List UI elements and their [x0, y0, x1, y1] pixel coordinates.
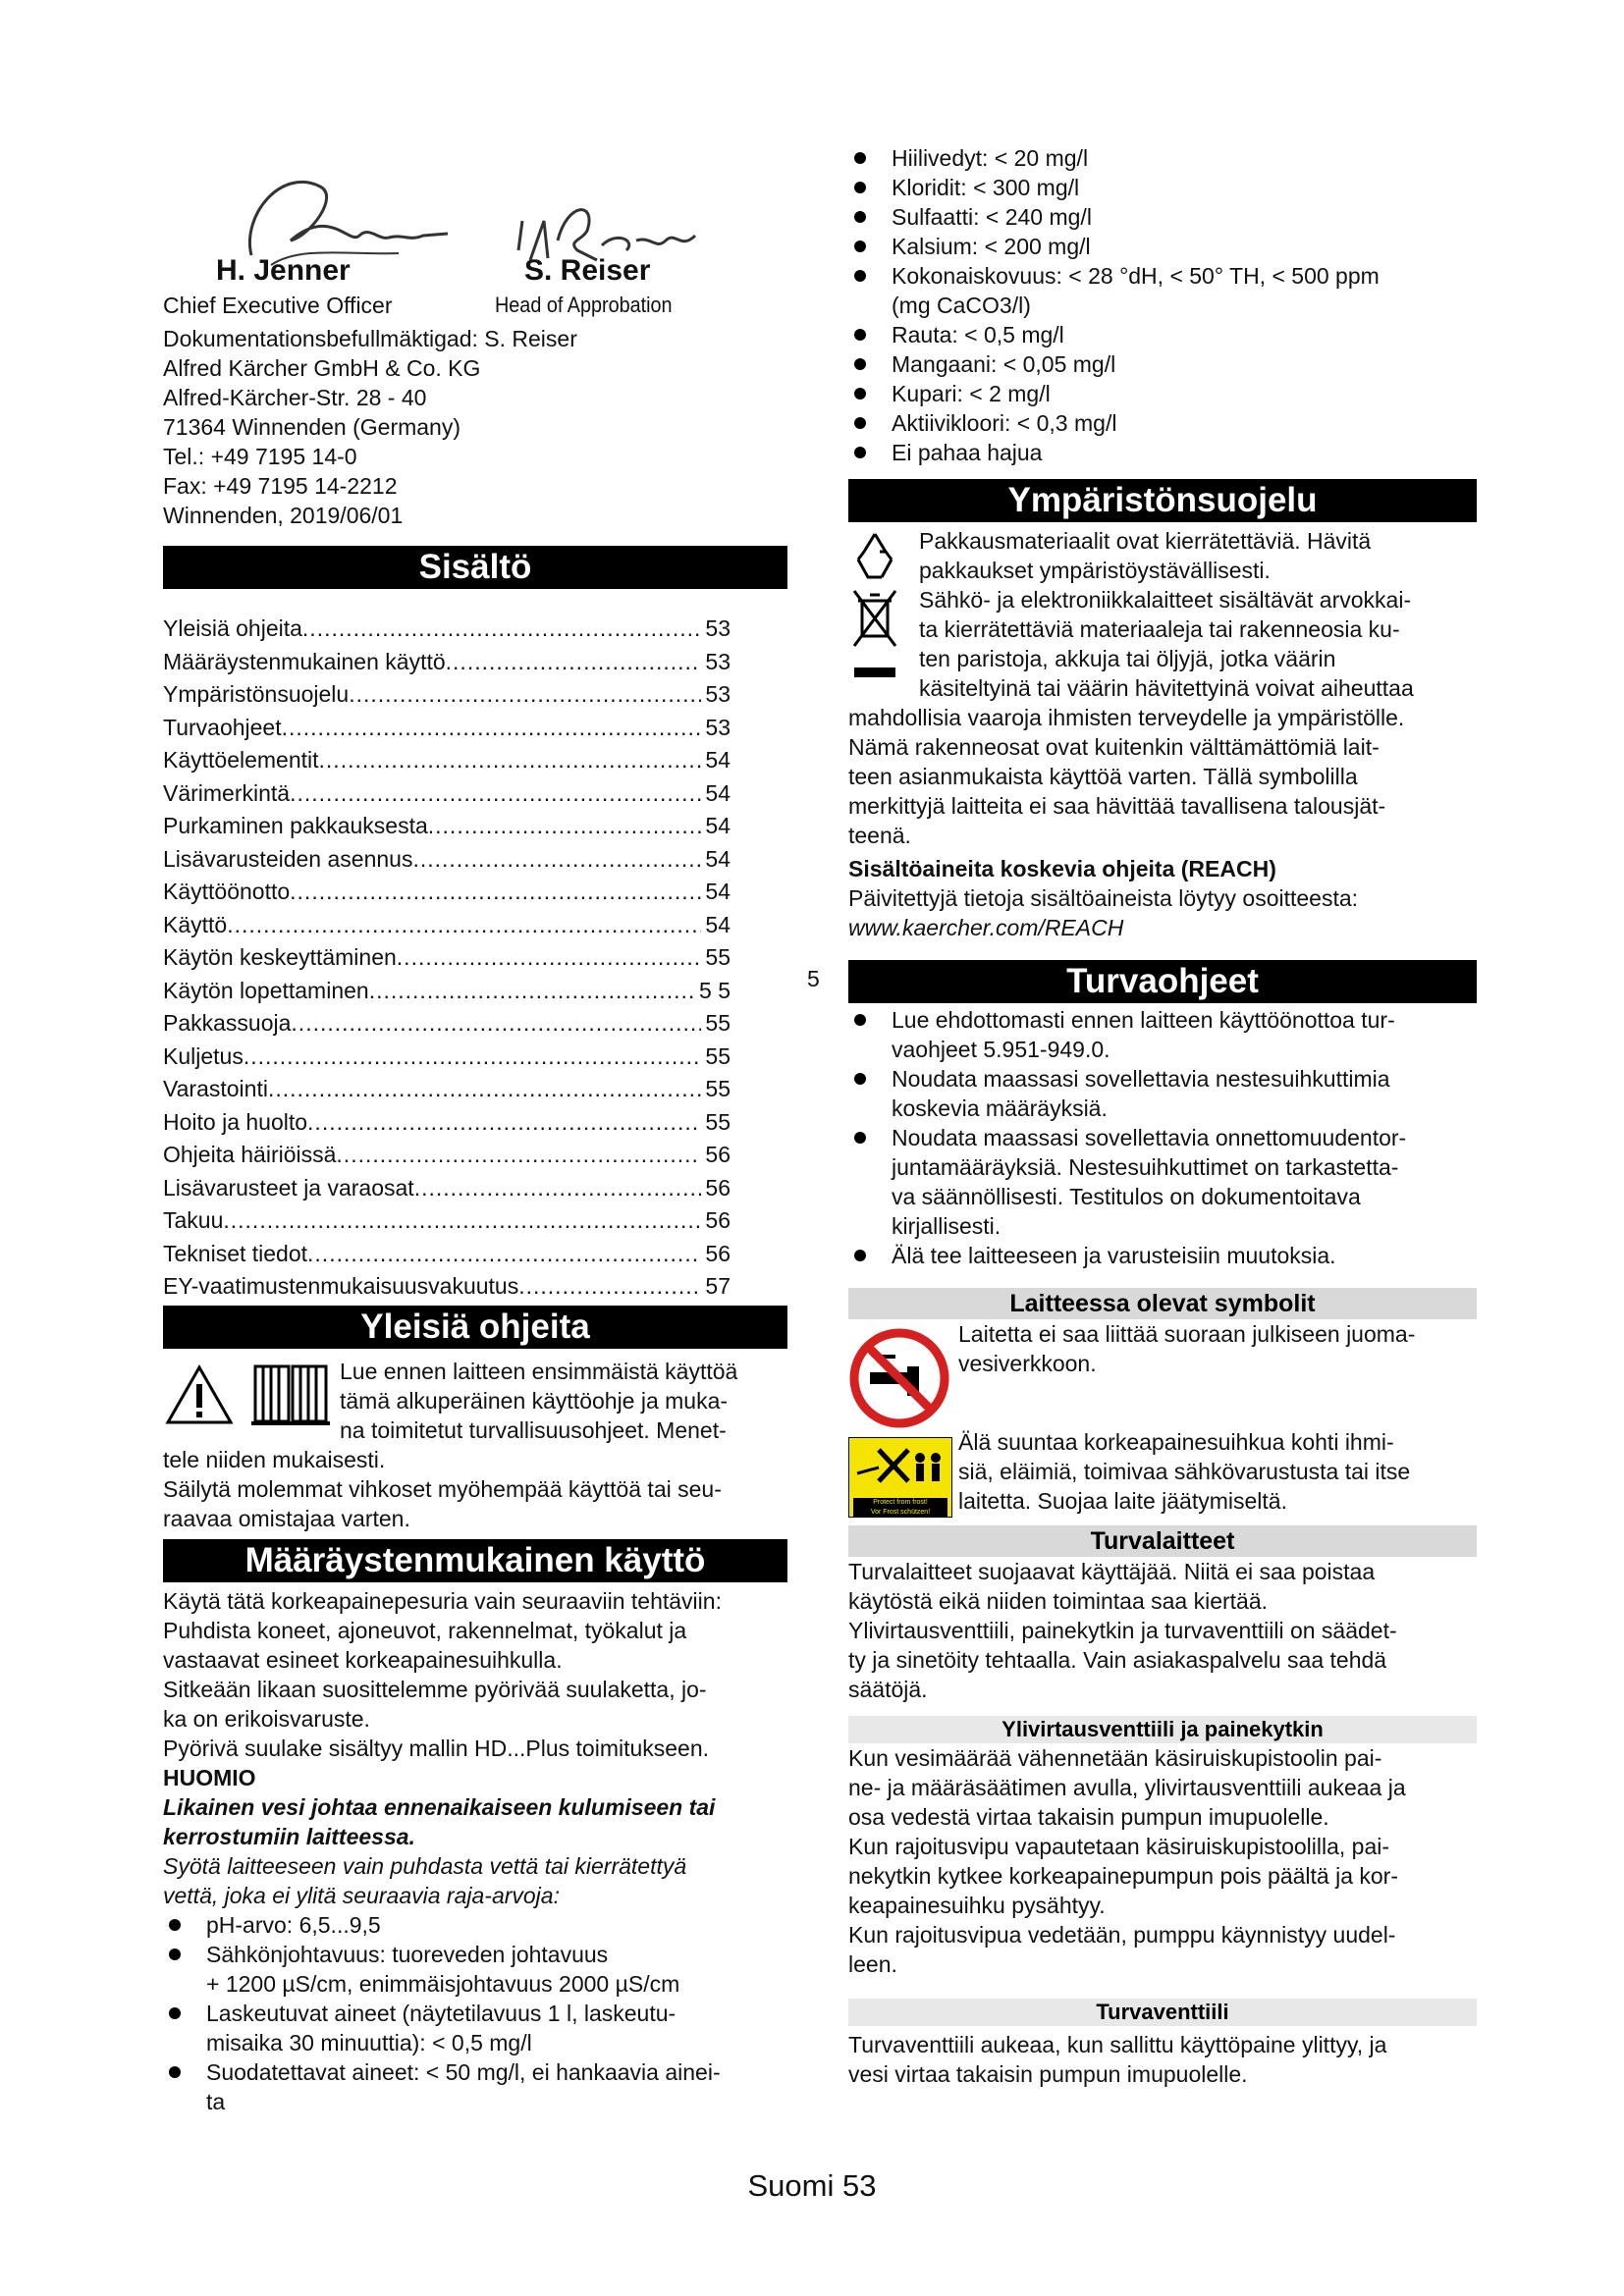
no-spray-warning-label: [848, 1437, 952, 1518]
body-line: merkittyjä laitteita ei saa hävittää tavallisena talousjät-: [848, 793, 1386, 819]
yleisia-line: tele niiden mukaisesti.: [163, 1447, 386, 1472]
toc-row[interactable]: [163, 1139, 731, 1172]
toc-page-number: 56: [705, 1240, 731, 1266]
toc-page-number: 53: [705, 615, 731, 641]
toc-title: Purkaminen pakkauksesta: [163, 813, 428, 838]
symbolit-section: [848, 1288, 1477, 1520]
body-line: nekytkin kytkee korkeapainepumpun pois päältä ja kor-: [848, 1863, 1398, 1889]
body-line: Kun vesimäärää vähennetään käsiruiskupistoolin pai-: [848, 1745, 1382, 1771]
yleisia-line: tämä alkuperäinen käyttöohje ja muka-: [340, 1388, 729, 1414]
address-line: Winnenden, 2019/06/01: [163, 503, 404, 528]
toc-leader-dots: [319, 744, 702, 777]
list-item: Sähkönjohtavuus: tuoreveden johtavuus + 1200 µS/cm, enimmäisjohtavuus 2000 µS/cm: [163, 1940, 787, 1999]
toc-leader-dots: [244, 1041, 702, 1074]
toc-row[interactable]: [163, 678, 731, 712]
toc-leader-dots: [268, 1073, 701, 1106]
body-line: vastaavat esineet korkeapainesuihkulla.: [163, 1647, 563, 1673]
signature-left-title: Chief Executive Officer: [163, 293, 393, 318]
list-item: Ei pahaa hajua: [848, 438, 1477, 467]
toc-leader-dots: [336, 1139, 701, 1172]
list-item: Suodatettavat aineet: < 50 mg/l, ei hankaavia ainei- ta: [163, 2057, 787, 2116]
body-line: Ylivirtausventtiili, painekytkin ja turvaventtiili on säädet-: [848, 1618, 1397, 1643]
notice-bold-line: Likainen vesi johtaa ennenaikaiseen kulumiseen tai: [163, 1794, 716, 1820]
toc-title: Yleisiä ohjeita: [163, 615, 302, 641]
toc-leader-dots: [282, 712, 702, 745]
toc-page-number: 53: [705, 648, 731, 674]
body-line: Älä suuntaa korkeapainesuihkua kohti ihmi-: [958, 1429, 1394, 1455]
body-line: teen asianmukaista käyttöä varten. Tällä symbolilla: [848, 764, 1358, 789]
address-line: Fax: +49 7195 14-2212: [163, 473, 398, 499]
reach-heading: Sisältöaineita koskevia ohjeita (REACH): [848, 856, 1276, 881]
ylivirtaus-heading: Ylivirtausventtiili ja painekytkin: [848, 1716, 1477, 1743]
toc-title: Ympäristönsuojelu: [163, 681, 350, 707]
list-item: Laskeutuvat aineet (näytetilavuus 1 l, laskeutu- misaika 30 minuuttia): < 0,5 mg/l: [163, 1999, 787, 2057]
toc-row[interactable]: [163, 843, 731, 877]
toc-row[interactable]: [163, 909, 731, 942]
toc-page-number: 54: [705, 747, 731, 773]
page-footer: [0, 2167, 1624, 2205]
list-item: Aktiivikloori: < 0,3 mg/l: [848, 408, 1477, 438]
toc-leader-dots: [412, 843, 701, 877]
turvaohjeet-section: [848, 960, 1477, 1270]
body-line: keapainesuihku pysähtyy.: [848, 1893, 1106, 1918]
toc-leader-dots: [428, 810, 702, 843]
toc-page-number: 55: [705, 1108, 731, 1135]
notice-label: HUOMIO: [163, 1765, 256, 1790]
body-line: Päivitettyjä tietoja sisältöaineista löytyy osoitteesta:: [848, 885, 1359, 911]
toc-title: Pakkassuoja: [163, 1010, 292, 1036]
body-line: ty ja sinetöity tehtaalla. Vain asiakaspalvelu saa tehdä: [848, 1647, 1387, 1673]
list-item: Kalsium: < 200 mg/l: [848, 232, 1477, 261]
ymparisto-section: [848, 479, 1477, 942]
safety-list: [848, 1005, 1477, 1270]
turvaventtiili-heading: Turvaventtiili: [848, 1999, 1477, 2026]
toc-row[interactable]: [163, 777, 731, 811]
toc-title: Käyttöönotto: [163, 879, 291, 904]
symbolit-heading: Laitteessa olevat symbolit: [848, 1288, 1477, 1319]
body-line: pakkaukset ympäristöystävällisesti.: [919, 558, 1271, 583]
body-line: Puhdista koneet, ajoneuvot, rakennelmat, työkalut ja: [163, 1618, 687, 1643]
toc-leader-dots: [446, 646, 702, 679]
body-line: ne- ja määräsäätimen avulla, ylivirtausventtiili aukeaa ja: [848, 1775, 1406, 1800]
body-line: Kun rajoitusvipua vedetään, pumppu käynnistyy uudel-: [848, 1922, 1396, 1948]
toc-title: Käytön lopettaminen: [163, 977, 369, 1003]
body-line: Turvalaitteet suojaavat käyttäjää. Niitä ei saa poistaa: [848, 1559, 1376, 1584]
list-item: Hiilivedyt: < 20 mg/l: [848, 143, 1477, 173]
toc-page-number: 55: [705, 944, 731, 970]
body-line: Laitetta ei saa liittää suoraan julkiseen juoma-: [958, 1321, 1416, 1347]
list-item: Sulfaatti: < 240 mg/l: [848, 202, 1477, 232]
yleisia-line: Säilytä molemmat vihkoset myöhempää käyttöä tai seu-: [163, 1476, 722, 1502]
yleisia-line: Lue ennen laitteen ensimmäistä käyttöä: [340, 1359, 738, 1384]
body-line: Pyörivä suulake sisältyy mallin HD...Plus toimitukseen.: [163, 1735, 710, 1761]
reach-url[interactable]: www.kaercher.com/REACH: [848, 915, 1124, 940]
body-line: leen.: [848, 1951, 897, 1977]
toc-row[interactable]: [163, 613, 731, 646]
toc-title: Tekniset tiedot: [163, 1240, 308, 1266]
list-item: Kupari: < 2 mg/l: [848, 379, 1477, 408]
toc-page-number: 55: [705, 1042, 731, 1069]
toc-leader-dots: [397, 941, 702, 975]
toc-page-number: 54: [705, 845, 731, 872]
toc-page-number: 53: [705, 681, 731, 707]
toc-title: Lisävarusteet ja varaosat: [163, 1174, 414, 1201]
toc-title: Varastointi: [163, 1076, 268, 1101]
toc-leader-dots: [290, 777, 701, 811]
body-line: Nämä rakenneosat ovat kuitenkin välttämättömiä lait-: [848, 734, 1380, 760]
toc-title: Lisävarusteiden asennus: [163, 845, 413, 872]
toc-title: Ohjeita häiriöissä: [163, 1142, 337, 1167]
yleisia-line: raavaa omistajaa varten.: [163, 1506, 410, 1531]
body-line: vesi virtaa takaisin pumpun imupuolelle.: [848, 2061, 1248, 2087]
toc-title: Turvaohjeet: [163, 714, 282, 740]
signature-right-title: Head of Approbation: [495, 293, 673, 317]
water-limits-list: [163, 1910, 787, 2116]
toc-leader-dots: [414, 1172, 702, 1205]
toc-leader-dots: [223, 1204, 701, 1238]
footer-language: Suomi: [747, 2168, 835, 2203]
toc-title: Käyttöelementit: [163, 747, 319, 773]
toc-leader-dots: [307, 1106, 701, 1140]
toc-row[interactable]: [163, 876, 731, 909]
list-item: Lue ehdottomasti ennen laitteen käyttöönottoa tur- vaohjeet 5.951-949.0.: [848, 1005, 1477, 1064]
turvalaitteet-heading: Turvalaitteet: [848, 1525, 1477, 1557]
notice-bold-line: kerrostumiin laitteessa.: [163, 1824, 415, 1849]
list-item: Rauta: < 0,5 mg/l: [848, 320, 1477, 349]
list-item: Mangaani: < 0,05 mg/l: [848, 349, 1477, 379]
list-item: pH-arvo: 6,5...9,5: [163, 1910, 787, 1940]
address-line: Tel.: +49 7195 14-0: [163, 444, 357, 469]
toc-row[interactable]: [163, 1073, 731, 1106]
toc-page-number: 57: [705, 1273, 731, 1299]
body-line: säätöjä.: [848, 1677, 928, 1702]
maaraystenmukainen-heading: Määräystenmukainen käyttö: [163, 1539, 787, 1582]
toc-heading: Sisältö: [163, 546, 787, 589]
address-line: Alfred Kärcher GmbH & Co. KG: [163, 355, 481, 381]
toc-page-number: 55: [705, 1076, 731, 1101]
toc-title: Määräystenmukainen käyttö: [163, 648, 446, 674]
yleisia-section: [163, 1306, 787, 1533]
frost-label-bottom: Vor Frost schützen!: [853, 1508, 947, 1518]
toc-row[interactable]: [163, 1172, 731, 1205]
toc-row[interactable]: [163, 712, 731, 745]
toc-leader-dots: [307, 1238, 701, 1271]
warning-icon: [165, 1364, 234, 1425]
body-line: vesiverkkoon.: [958, 1351, 1097, 1376]
body-line: ta kierrätettäviä materiaaleja tai rakenneosia ku-: [919, 616, 1400, 642]
toc-row[interactable]: [163, 1041, 731, 1074]
toc-row[interactable]: [163, 744, 731, 777]
toc-leader-dots: [349, 678, 701, 712]
toc-leader-dots: [518, 1270, 701, 1304]
toc-page-number: 56: [705, 1174, 731, 1201]
notice-italic-line: vettä, joka ei ylitä seuraavia raja-arvoja:: [163, 1883, 560, 1908]
no-spray-icon: [849, 1438, 951, 1493]
toc-row[interactable]: [163, 1106, 731, 1140]
toc-title: Kuljetus: [163, 1042, 244, 1069]
address-block: [163, 324, 787, 530]
toc-row[interactable]: [163, 810, 731, 843]
body-line: Sitkeään likaan suosittelemme pyörivää suulaketta, jo-: [163, 1677, 707, 1702]
ylivirtaus-section: [848, 1716, 1477, 1979]
yleisia-line: na toimitetut turvallisuusohjeet. Menet-: [340, 1417, 727, 1443]
toc-title: Käytön keskeyttäminen: [163, 944, 397, 970]
toc-section: [163, 546, 787, 1304]
toc-title: EY-vaatimustenmukaisuusvakuutus: [163, 1273, 519, 1299]
stray-mark: 5: [807, 966, 820, 991]
no-drinking-water-connection-icon: [848, 1327, 950, 1429]
toc-page-number: 53: [705, 714, 731, 740]
toc-leader-dots: [290, 876, 701, 909]
list-item: Kokonaiskovuus: < 28 °dH, < 50° TH, < 500 ppm (mg CaCO3/l): [848, 261, 1477, 320]
toc-title: Hoito ja huolto: [163, 1108, 308, 1135]
toc-page-number: 54: [705, 813, 731, 838]
body-line: Sähkö- ja elektroniikkalaitteet sisältävät arvokkai-: [919, 587, 1412, 613]
maaraystenmukainen-section: [163, 1539, 787, 2116]
address-line: Dokumentationsbefullmäktigad: S. Reiser: [163, 326, 577, 351]
turvalaitteet-section: [848, 1525, 1477, 1704]
body-line: osa vedestä virtaa takaisin pumpun imupuolelle.: [848, 1804, 1329, 1830]
toc-leader-dots: [227, 909, 701, 942]
toc-page-number: 55: [705, 1010, 731, 1036]
toc-row[interactable]: [163, 1204, 731, 1238]
toc-page-number: 54: [705, 911, 731, 937]
toc-page-number: 5 5: [699, 977, 731, 1003]
footer-page-number: 53: [842, 2168, 877, 2203]
water-limits-list: [848, 143, 1477, 467]
list-item: Älä tee laitteeseen ja varusteisiin muutoksia.: [848, 1241, 1477, 1270]
manual-book-icon: [251, 1359, 330, 1427]
list-item: Noudata maassasi sovellettavia nestesuihkuttimia koskevia määräyksiä.: [848, 1064, 1477, 1123]
turvaohjeet-heading: Turvaohjeet: [848, 960, 1477, 1003]
body-line: käsiteltyinä tai väärin hävitettyinä voivat aiheuttaa: [919, 675, 1414, 701]
list-item: Noudata maassasi sovellettavia onnettomuudentor- juntamääräyksiä. Nestesuihkuttimet on tarkastetta- va säännöllisesti. Testitulos on dokumentoitava kirjallisesti.: [848, 1123, 1477, 1241]
toc-row[interactable]: [163, 975, 731, 1008]
water-limits-list-continued: [848, 143, 1477, 467]
toc-title: Takuu: [163, 1207, 224, 1233]
body-line: Käytä tätä korkeapainepesuria vain seuraaviin tehtäviin:: [163, 1588, 722, 1614]
body-line: Pakkausmateriaalit ovat kierrätettäviä. Hävitä: [919, 528, 1372, 554]
toc-leader-dots: [369, 975, 695, 1008]
signature-right-name: S. Reiser: [524, 254, 651, 287]
body-line: teenä.: [848, 823, 911, 848]
signature-left-name: H. Jenner: [216, 254, 351, 287]
turvaventtiili-section: [848, 1999, 1477, 2089]
toc-row[interactable]: [163, 941, 731, 975]
toc-page-number: 54: [705, 879, 731, 904]
body-line: siä, eläimiä, toimivaa sähkövarustusta tai itse: [958, 1459, 1411, 1484]
list-item: Kloridit: < 300 mg/l: [848, 173, 1477, 202]
body-line: Turvaventtiili aukeaa, kun sallittu käyttöpaine ylittyy, ja: [848, 2032, 1387, 2057]
body-line: käytöstä eikä niiden toimintaa saa kiertää.: [848, 1588, 1269, 1614]
toc-page-number: 54: [705, 779, 731, 806]
recycle-icon: [850, 530, 899, 581]
toc-row[interactable]: [163, 1007, 731, 1041]
crossed-bin-icon: [852, 589, 897, 683]
toc-page-number: 56: [705, 1207, 731, 1233]
toc-title: Värimerkintä: [163, 779, 291, 806]
body-line: mahdollisia vaaroja ihmisten terveydelle ja ympäristölle.: [848, 705, 1405, 730]
notice-italic-line: Syötä laitteeseen vain puhdasta vettä tai kierrätettyä: [163, 1853, 687, 1879]
toc-page-number: 56: [705, 1142, 731, 1167]
body-line: Kun rajoitusvipu vapautetaan käsiruiskupistoolilla, pai-: [848, 1834, 1390, 1859]
toc-leader-dots: [302, 613, 701, 646]
address-line: 71364 Winnenden (Germany): [163, 414, 460, 440]
address-line: Alfred-Kärcher-Str. 28 - 40: [163, 385, 427, 410]
ymparisto-heading: Ympäristönsuojelu: [848, 479, 1477, 522]
body-line: laitetta. Suojaa laite jäätymiseltä.: [958, 1488, 1287, 1514]
yleisia-heading: Yleisiä ohjeita: [163, 1306, 787, 1349]
body-line: ten paristoja, akkuja tai öljyjä, jotka väärin: [919, 646, 1336, 671]
toc-title: Käyttö: [163, 911, 228, 937]
toc-row[interactable]: [163, 1238, 731, 1271]
toc-row[interactable]: [163, 646, 731, 679]
toc-row[interactable]: [163, 1270, 731, 1304]
body-line: ka on erikoisvaruste.: [163, 1706, 370, 1732]
frost-label-top: Protect from frost!: [853, 1498, 947, 1508]
toc-list: [163, 613, 731, 1304]
toc-leader-dots: [291, 1007, 701, 1041]
